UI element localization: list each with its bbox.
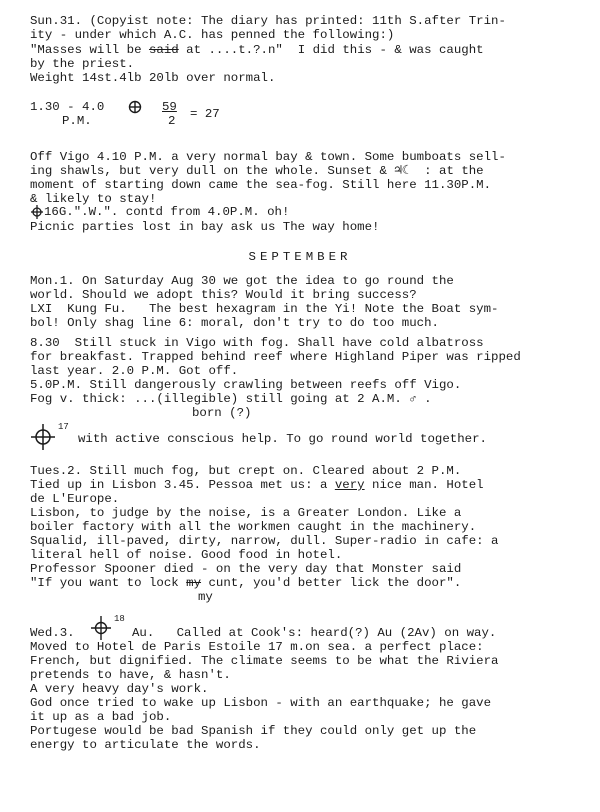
tues2-line10: my — [198, 590, 213, 604]
wed3-line7: it up as a bad job. — [30, 710, 172, 724]
wed3-line1: Au. Called at Cook's: heard(?) Au (2Av) on way. — [132, 626, 497, 640]
wed3-line9: energy to articulate the words. — [30, 738, 261, 752]
mon1-line2: world. Should we adopt this? Would it bring success? — [30, 288, 417, 302]
mon1-line5: 8.30 Still stuck in Vigo with fog. Shall have cold albatross — [30, 336, 484, 350]
wed3-line6: God once tried to wake up Lisbon - with an earthquake; he gave — [30, 696, 492, 710]
mon1-line7: last year. 2.0 P.M. Got off. — [30, 364, 239, 378]
tues2-line1: Tues.2. Still much fog, but crept on. Cleared about 2 P.M. — [30, 464, 462, 478]
wed3-label: Wed.3. — [30, 626, 75, 640]
fraction-numerator: 59 — [162, 100, 177, 114]
tues2-line5: boiler factory with all the workmen caught in the machinery. — [30, 520, 477, 534]
vigo-line2: ing shawls, but very dull on the whole. Sunset & ♃☾ : at the — [30, 164, 484, 178]
mon1-line3: LXI Kung Fu. The best hexagram in the Yi! Note the Boat sym- — [30, 302, 499, 316]
tues2-line3: de L'Europe. — [30, 492, 120, 506]
mon1-line10: born (?) — [192, 406, 252, 420]
sun-circled-cross-icon — [128, 100, 142, 114]
tues2-line6: Squalid, ill-paved, dirty, narrow, dull. Super-radio in cafe: a — [30, 534, 499, 548]
entry-sun31-line4: by the priest. — [30, 57, 135, 71]
crosshair-circle-small-icon — [90, 614, 112, 642]
vigo-line1: Off Vigo 4.10 P.M. a very normal bay & town. Some bumboats sell- — [30, 150, 506, 164]
superscript-18: 18 — [114, 614, 125, 624]
wed3-line5: A very heavy day's work. — [30, 682, 209, 696]
tues2-line8: Professor Spooner died - on the very day that Monster said — [30, 562, 462, 576]
entry-sun31-line5: Weight 14st.4lb 20lb over normal. — [30, 71, 276, 85]
crosshair-circle-icon — [30, 422, 56, 452]
tues2-line2: Tied up in Lisbon 3.45. Pessoa met us: a very nice man. Hotel — [30, 478, 484, 492]
conscious-help-line: with active conscious help. To go round world together. — [78, 432, 487, 446]
wed3-line3: French, but dignified. The climate seems to be what the Riviera — [30, 654, 499, 668]
mon1-line1: Mon.1. On Saturday Aug 30 we got the idea to go round the — [30, 274, 454, 288]
time-range: 1.30 - 4.0 — [30, 100, 105, 114]
planet-symbol-icon — [30, 205, 44, 219]
fraction-denominator: 2 — [168, 114, 176, 128]
superscript-17: 17 — [58, 422, 69, 432]
wed3-line2: Moved to Hotel de Paris Estoile 17 m.on sea. a perfect place: — [30, 640, 484, 654]
mon1-line8: 5.0P.M. Still dangerously crawling between reefs off Vigo. — [30, 378, 462, 392]
entry-sun31-line3: "Masses will be said at ....t.?.n" I did this - & was caught — [30, 43, 484, 57]
mon1-line9: Fog v. thick: ...(illegible) still going at 2 A.M. ♂ . — [30, 392, 432, 406]
wed3-line8: Portugese would be bad Spanish if they could only get up the — [30, 724, 477, 738]
vigo-line5: 16G.".W.". contd from 4.0P.M. oh! — [44, 205, 290, 219]
vigo-line3: moment of starting down came the sea-fog. Still here 11.30P.M. — [30, 178, 492, 192]
tues2-line4: Lisbon, to judge by the noise, is a Greater London. Like a — [30, 506, 462, 520]
tues2-line9: "If you want to lock my cunt, you'd better lick the door". — [30, 576, 462, 590]
time-pm: P.M. — [62, 114, 92, 128]
mon1-line4: bol! Only shag line 6: moral, don't try to do too much. — [30, 316, 439, 330]
vigo-line6: Picnic parties lost in bay ask us The way home! — [30, 220, 380, 234]
wed3-line4: pretends to have, & hasn't. — [30, 668, 231, 682]
entry-sun31-line2: ity - under which A.C. has penned the following:) — [30, 28, 395, 42]
mon1-line6: for breakfast. Trapped behind reef where Highland Piper was ripped — [30, 350, 521, 364]
entry-sun31-line1: Sun.31. (Copyist note: The diary has printed: 11th S.after Trin- — [30, 14, 506, 28]
fraction-result: = 27 — [190, 107, 220, 121]
month-heading: SEPTEMBER — [248, 250, 352, 264]
vigo-line4: & likely to stay! — [30, 192, 157, 206]
tues2-line7: literal hell of noise. Good food in hotel. — [30, 548, 343, 562]
